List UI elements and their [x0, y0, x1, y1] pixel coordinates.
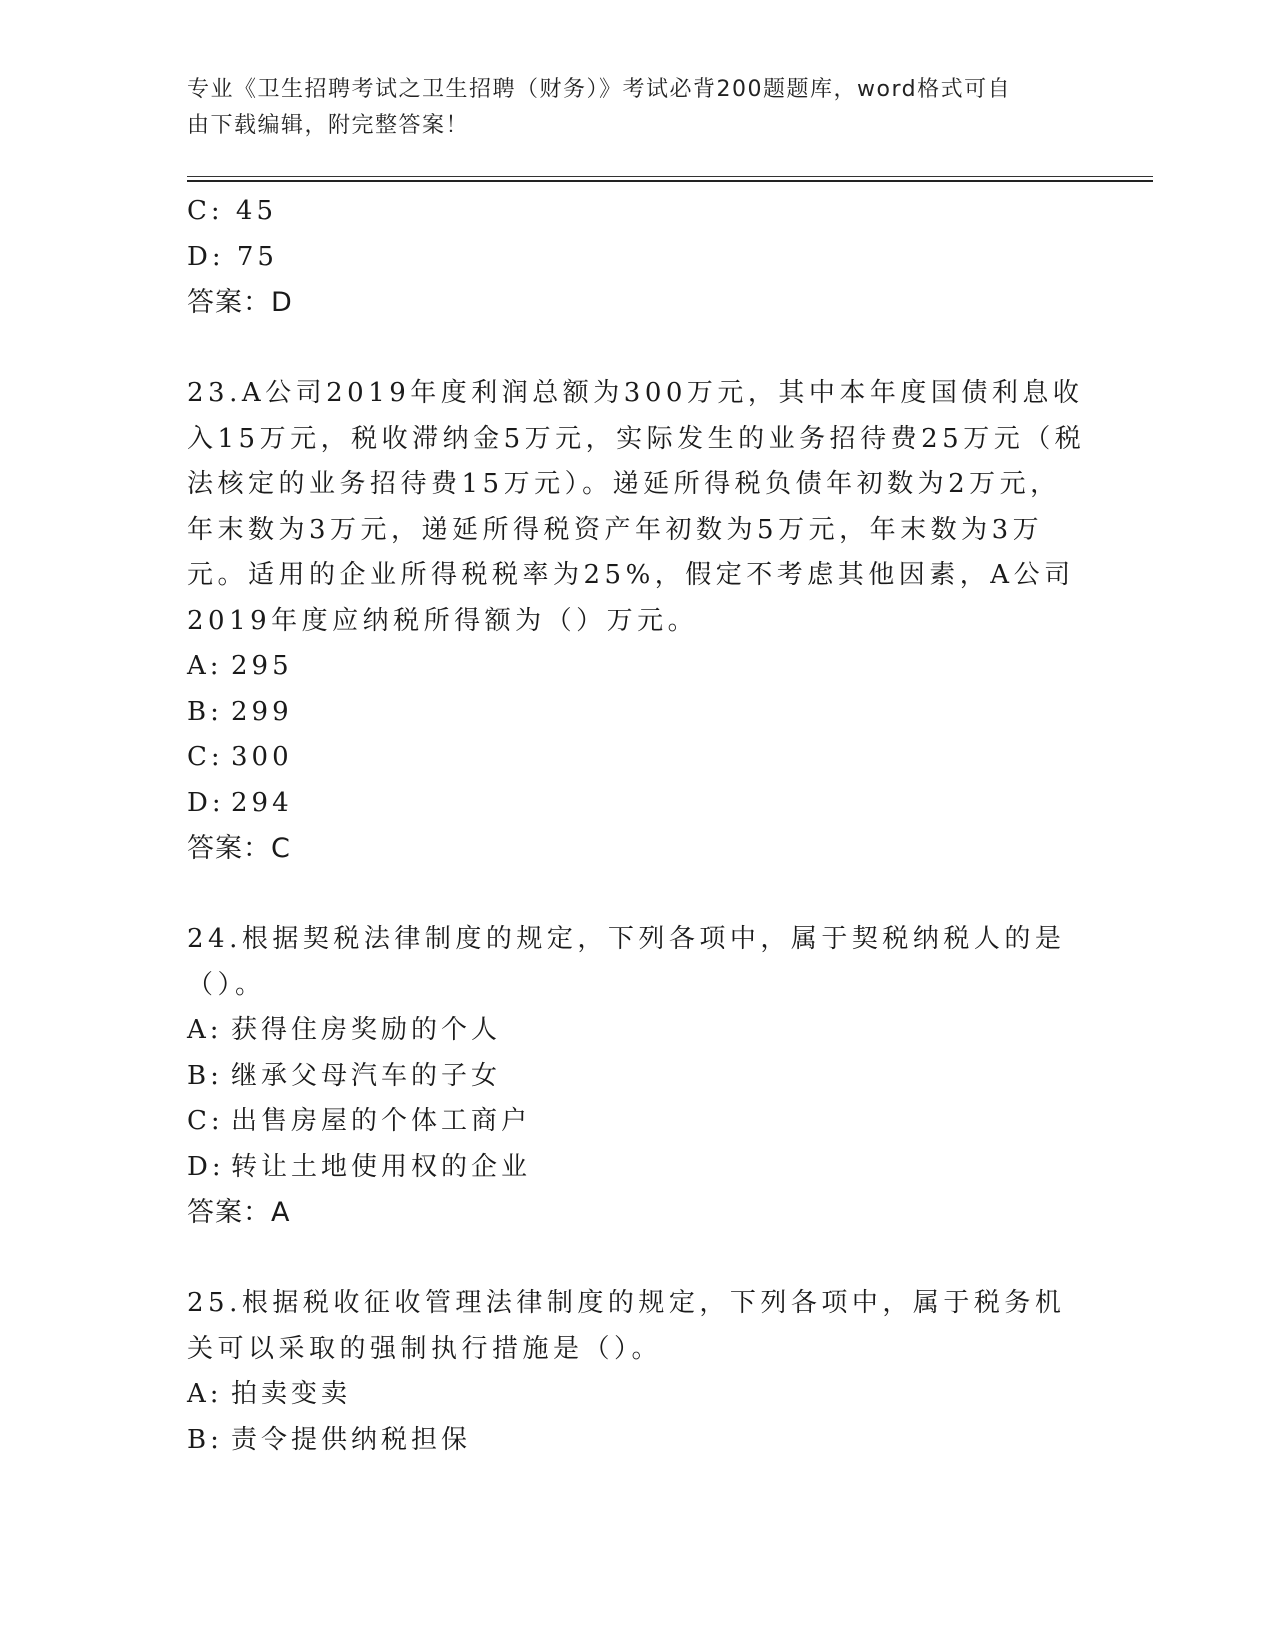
question-24-block — [187, 917, 1087, 1236]
document-header — [187, 72, 1087, 144]
document-body — [187, 188, 1087, 1463]
option-b: B: 责令提供纳税担保 — [187, 1424, 472, 1455]
option-b: B: 继承父母汽车的子女 — [187, 1060, 502, 1091]
option-a: A: 拍卖变卖 — [187, 1379, 352, 1409]
answer-line: 答案：D — [187, 287, 293, 318]
question-text: 23.A公司2019年度利润总额为300万元，其中本年度国债利息收入15万元，税收滞纳金5万元，实际发生的业务招待费25万元（税法核定的业务招待费15万元）。递延所得税负债年初数为2万元，年末数为3万元，递延所得税资产年初数为5万元，年末数为3万元。适用的企业所得税税率为25%，假定不考虑其他因素，A公司2019年度应纳税所得额为（）万元。 — [187, 378, 1086, 636]
option-c: C: 300 — [187, 742, 293, 772]
question-25-block — [187, 1281, 1087, 1463]
header-divider-thick — [187, 180, 1153, 182]
option-d: D: 75 — [187, 242, 278, 272]
option-d: D: 294 — [187, 787, 293, 818]
option-d: D: 转让土地使用权的企业 — [187, 1151, 532, 1182]
question-text: 24.根据契税法律制度的规定，下列各项中，属于契税纳税人的是（）。 — [187, 924, 1066, 1000]
answer-line: 答案：C — [187, 833, 291, 864]
option-b: B: 299 — [187, 696, 293, 727]
prev-question-block — [187, 188, 1087, 326]
option-a: A: 295 — [187, 651, 293, 681]
header-line-2: 由下载编辑，附完整答案！ — [187, 113, 470, 138]
option-a: A: 获得住房奖励的个人 — [187, 1015, 502, 1045]
question-23-block — [187, 371, 1087, 872]
option-c: C: 出售房屋的个体工商户 — [187, 1106, 532, 1136]
question-text: 25.根据税收征收管理法律制度的规定，下列各项中，属于税务机关可以采取的强制执行措施是（）。 — [187, 1288, 1066, 1364]
answer-line: 答案：A — [187, 1197, 291, 1228]
option-c: C: 45 — [187, 196, 278, 226]
header-divider-thin — [187, 176, 1153, 177]
header-line-1: 专业《卫生招聘考试之卫生招聘（财务）》考试必背200题题库，word格式可自 — [187, 77, 1012, 102]
